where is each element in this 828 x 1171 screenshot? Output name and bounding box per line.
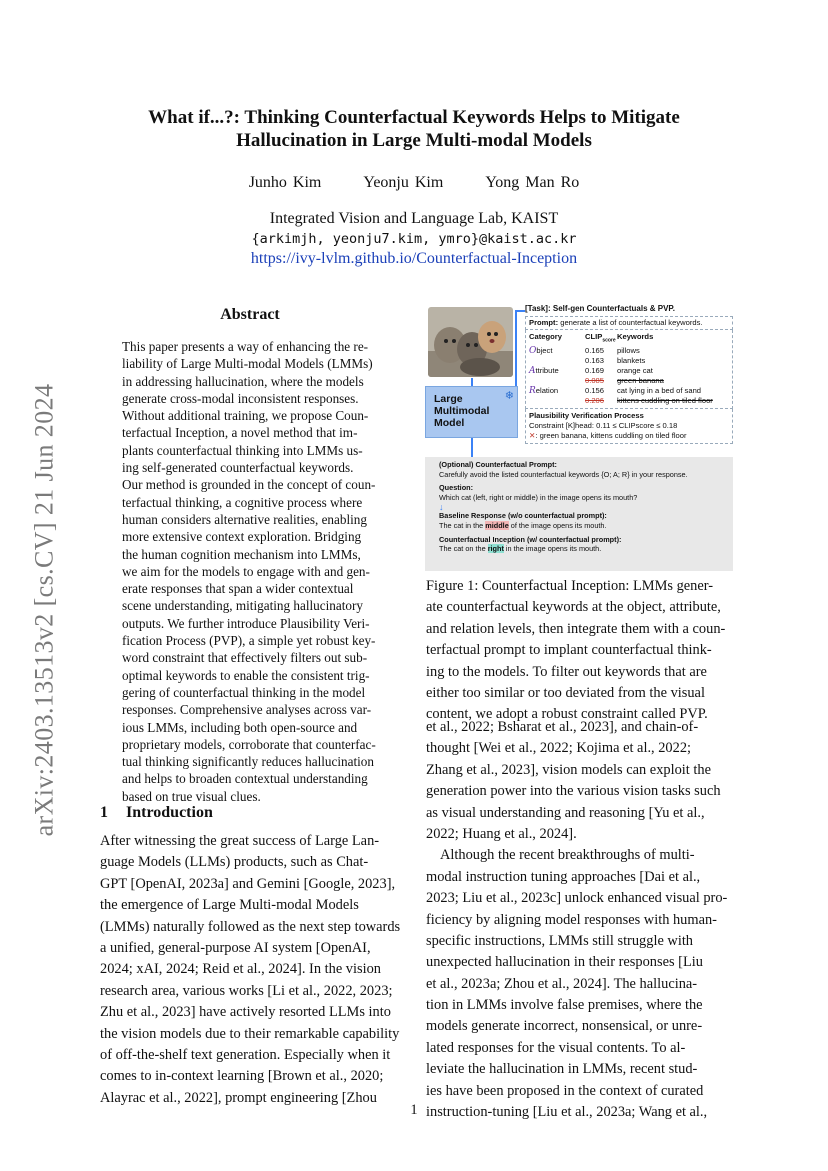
keyword-row — [529, 386, 729, 396]
abstract-line: This paper presents a way of enhancing the re- — [122, 339, 369, 354]
abstract-line: outputs. We further introduce Plausibility Veri- — [122, 615, 370, 631]
abstract-line: plants counterfactual thinking into LMMs us- — [122, 442, 363, 458]
affiliation-block — [100, 209, 728, 269]
abstract-line: erate responses that span a wider contextual — [122, 581, 354, 597]
caption-line: either too similar or too deviated from the visual — [426, 685, 705, 702]
abstract-line: ing self-generated counterfactual keywords. — [122, 460, 354, 476]
text-line: 2024; xAI, 2024; Reid et al., 2024]. In the vision — [100, 961, 381, 978]
author: Junho Kim — [248, 174, 322, 191]
abstract-line: optimal keywords to enable the consistent trig- — [122, 667, 370, 683]
emails: {arkimjh, yeonju7.kim, ymro}@kaist.ac.kr — [251, 231, 577, 247]
pvp-box — [525, 409, 733, 444]
text-line: lated responses for the visual contents. To al- — [426, 1039, 686, 1056]
keyword: orange cat — [617, 365, 653, 375]
text-line: 2022; Huang et al., 2024]. — [426, 825, 577, 842]
task-panel — [525, 304, 733, 444]
text-line: generation power into the various vision tasks such — [426, 783, 721, 800]
text-line: a unified, general-purpose AI system [OpenAI, — [100, 939, 371, 956]
keyword-row — [529, 376, 729, 386]
abstract-line: terfactual thinking, a cognitive process where — [122, 494, 363, 510]
title-line: Hallucination in Large Multi-modal Models — [236, 130, 592, 151]
category-letter: O — [529, 345, 537, 356]
clip-score: 0.165 — [585, 345, 605, 355]
text-line: the vision models due to their remarkable capability — [100, 1025, 400, 1042]
arxiv-stamp — [14, 370, 74, 850]
abstract-line: tual thinking significantly reduces hallucination — [122, 754, 374, 770]
keyword-table — [525, 330, 733, 409]
lmm-label-line: Multimodal — [434, 405, 490, 417]
abstract-body — [122, 338, 382, 805]
lmm-label-line: Model — [434, 417, 465, 429]
abstract-line: scene understanding, mitigating hallucinatory — [122, 598, 363, 614]
abstract-line: word constraint that effectively filters out sub- — [122, 650, 368, 666]
caption-line: terfactual prompt to implant counterfactual think- — [426, 642, 712, 659]
pvp-rejected: ✕: green banana, kittens cuddling on tiled floor — [529, 430, 687, 440]
category-name: ttribute — [535, 365, 559, 375]
text-line: specific instructions, LMMs still struggle with — [426, 932, 694, 949]
text-line: thought [Wei et al., 2022; Kojima et al., 2022; — [426, 740, 692, 757]
optional-text: Carefully avoid the listed counterfactual keywords {O; A; R} in your response. — [439, 469, 688, 479]
figure-1 — [425, 304, 733, 572]
project-link[interactable]: https://ivy-lvlm.github.io/Counterfactual-Inception — [250, 250, 578, 267]
header-clip: $CLIP_{score}$ — [585, 332, 616, 344]
keyword: cat lying in a bed of sand — [617, 385, 702, 395]
clip-score: 0.156 — [585, 385, 605, 395]
kittens-photo — [428, 307, 513, 377]
category-name: bject — [536, 345, 553, 355]
arrow-task-vertical — [515, 310, 517, 386]
ci-highlight: right — [487, 544, 504, 554]
keyword: pillows — [617, 345, 640, 355]
text-line: of off-the-shelf text generation. Especially when it — [100, 1046, 391, 1063]
clip-score: 0.169 — [585, 365, 605, 375]
optional-title: (Optional) Counterfactual Prompt: — [439, 460, 557, 469]
caption-line: ate counterfactual keywords at the object, attribute, — [426, 599, 721, 616]
abstract-line: the human cognition mechanism into LMMs, — [122, 546, 361, 562]
text-line: research area, various works [Li et al., 2022, 2023; — [100, 982, 393, 999]
figure-caption — [426, 576, 731, 726]
title-line: What if...?: Thinking Counterfactual Keywords Helps to Mitigate — [148, 107, 680, 128]
question-text: Which cat (left, right or middle) in the image opens its mouth? — [439, 492, 638, 502]
abstract-line: liability of Large Multi-modal Models (LMMs) — [122, 356, 373, 372]
keyword-table-header — [529, 332, 729, 346]
text-line: et al., 2022; Bsharat et al., 2023], and chain-of- — [426, 719, 699, 735]
prompt-text: generate a list of counterfactual keywords. — [560, 318, 703, 327]
arrow-task — [515, 310, 525, 312]
abstract-line: based on true visual clues. — [122, 788, 261, 804]
down-arrow-icon: ↓ — [439, 502, 444, 513]
lmm-box — [425, 386, 518, 438]
text-line: GPT [OpenAI, 2023a] and Gemini [Google, 2023], — [100, 875, 396, 892]
question-title: Question: — [439, 483, 474, 493]
abstract-line: ious LMMs, including both open-source and — [122, 719, 358, 735]
arxiv-id: arXiv:2403.13513v2 [cs.CV] 21 Jun 2024 — [29, 383, 58, 837]
keyword-row — [529, 346, 729, 356]
abstract-line: generate cross-modal inconsistent responses. — [122, 390, 359, 406]
text-line: the emergence of Large Multi-modal Models — [100, 897, 359, 914]
text-line: et al., 2023a; Zhou et al., 2024]. The hallucina- — [426, 975, 698, 992]
author: Yeonju Kim — [363, 174, 444, 191]
abstract-line: gering of counterfactual thinking in the model — [122, 684, 366, 700]
arrow-photo-to-model — [471, 378, 473, 386]
prompt-label: Prompt: — [529, 318, 559, 327]
caption-line: content, we adopt a robust constraint called PVP. — [426, 706, 708, 723]
text-line: as visual understanding and reasoning [Yu et al., — [426, 804, 705, 821]
abstract-line: we aim for the models to engage with and gen- — [122, 563, 370, 579]
abstract-line: more extensive context exploration. Bridging — [122, 529, 362, 545]
abstract-line: and helps to broaden contextual understanding — [122, 771, 368, 787]
header-category: Category — [529, 332, 562, 341]
text-line: modal instruction tuning approaches [Dai et al., — [426, 868, 701, 885]
text-line: leviate the hallucination in LMMs, recent stud- — [426, 1061, 698, 1078]
text-line: Although the recent breakthroughs of multi- — [440, 847, 695, 864]
baseline-highlight: middle — [485, 520, 509, 530]
keyword-row — [529, 366, 729, 376]
text-line: Alayrac et al., 2022], prompt engineering [Zhou — [100, 1089, 377, 1106]
keyword-rows — [529, 346, 729, 406]
abstract-line: fication Process (PVP), a simple yet robust key- — [122, 633, 376, 649]
caption-line: and relation levels, then integrate them with a coun- — [426, 620, 726, 637]
author: Yong Man Ro — [485, 174, 580, 191]
keyword-row — [529, 356, 729, 366]
paper-title — [100, 106, 728, 152]
abstract-line: human considers alternative realities, enabling — [122, 511, 367, 527]
category-letter: A — [529, 365, 536, 376]
text-line: After witnessing the great success of Large Lan- — [100, 833, 380, 849]
keyword: green banana — [617, 375, 664, 385]
abstract-heading: Abstract — [220, 306, 280, 323]
ci-response: The cat on the right in the image opens its mouth. — [439, 544, 602, 554]
page-number: 1 — [410, 1102, 418, 1118]
text-line: (LMMs) naturally followed as the next step towards — [100, 918, 401, 935]
clip-score: 0.206 — [585, 395, 605, 405]
abstract-line: terfactual Inception, a novel method that im- — [122, 425, 358, 441]
text-line: unexpected hallucination in their responses [Liu — [426, 954, 703, 971]
reject-icon: ✕ — [529, 430, 536, 440]
snowflake-icon: ❄ — [504, 390, 514, 402]
caption-line: ing to the models. To filter out keywords that are — [426, 663, 707, 680]
task-title: [Task]: Self-gen Counterfactuals & PVP. — [525, 304, 675, 313]
lmm-label-line: Large — [434, 393, 463, 405]
pvp-title: Plausibility Verification Process — [529, 410, 644, 420]
ci-title: Counterfactual Inception (w/ counterfactual prompt): — [439, 534, 622, 544]
category-letter: R — [529, 385, 536, 396]
keyword: kittens cuddling on tiled floor — [617, 395, 713, 405]
prompt-box — [525, 316, 733, 330]
text-line: models generate incorrect, nonsensical, or unre- — [426, 1018, 703, 1035]
abstract-line: Without additional training, we propose Coun- — [122, 408, 369, 424]
abstract-line: proprietary models, corroborate that counterfac- — [122, 736, 376, 752]
text-line: instruction-tuning [Liu et al., 2023a; Wang et al., — [426, 1104, 708, 1121]
left-column-text — [100, 831, 405, 1109]
arrow-model-to-prompt — [471, 438, 473, 457]
text-line: tion in LMMs involve false premises, where the — [426, 997, 703, 1014]
right-column-text — [426, 717, 731, 1123]
section-heading — [100, 804, 213, 822]
abstract-line: Our method is grounded in the concept of coun- — [122, 477, 376, 493]
text-line: ies have been proposed in the context of curated — [426, 1082, 704, 1099]
pvp-constraint: Constraint [K]head: 0.11 ≤ CLIPscore ≤ 0.18 — [529, 420, 678, 430]
baseline-title: Baseline Response (w/o counterfactual prompt): — [439, 511, 607, 521]
text-line: Zhu et al., 2023] have actively resorted LLMs into — [100, 1004, 391, 1021]
section-number: 1 — [100, 804, 108, 821]
keyword: blankets — [617, 355, 646, 365]
affiliation: Integrated Vision and Language Lab, KAIST — [269, 210, 559, 227]
text-line: guage Models (LLMs) products, such as Chat- — [100, 854, 369, 871]
baseline-response: The cat in the middle of the image opens its mouth. — [439, 520, 607, 530]
clip-score: 0.085 — [585, 375, 605, 385]
category-name: elation — [535, 385, 559, 395]
text-line: Zhang et al., 2023], vision models can exploit the — [426, 761, 711, 778]
caption-line: Figure 1: Counterfactual Inception: LMMs gener- — [426, 578, 714, 594]
prompt-panel — [425, 457, 733, 571]
text-line: ficiency by aligning model responses with human- — [426, 911, 717, 928]
section-title: Introduction — [126, 804, 213, 821]
abstract-line: in addressing hallucination, where the models — [122, 373, 364, 389]
header-keywords: Keywords — [617, 332, 654, 341]
clip-score: 0.163 — [585, 355, 605, 365]
author-list — [100, 174, 728, 192]
text-line: comes to in-context learning [Brown et al., 2020; — [100, 1068, 384, 1085]
abstract-line: responses. Comprehensive analyses across var- — [122, 702, 372, 718]
text-line: 2023; Liu et al., 2023c] unlock enhanced visual pro- — [426, 890, 728, 907]
keyword-row — [529, 396, 729, 406]
